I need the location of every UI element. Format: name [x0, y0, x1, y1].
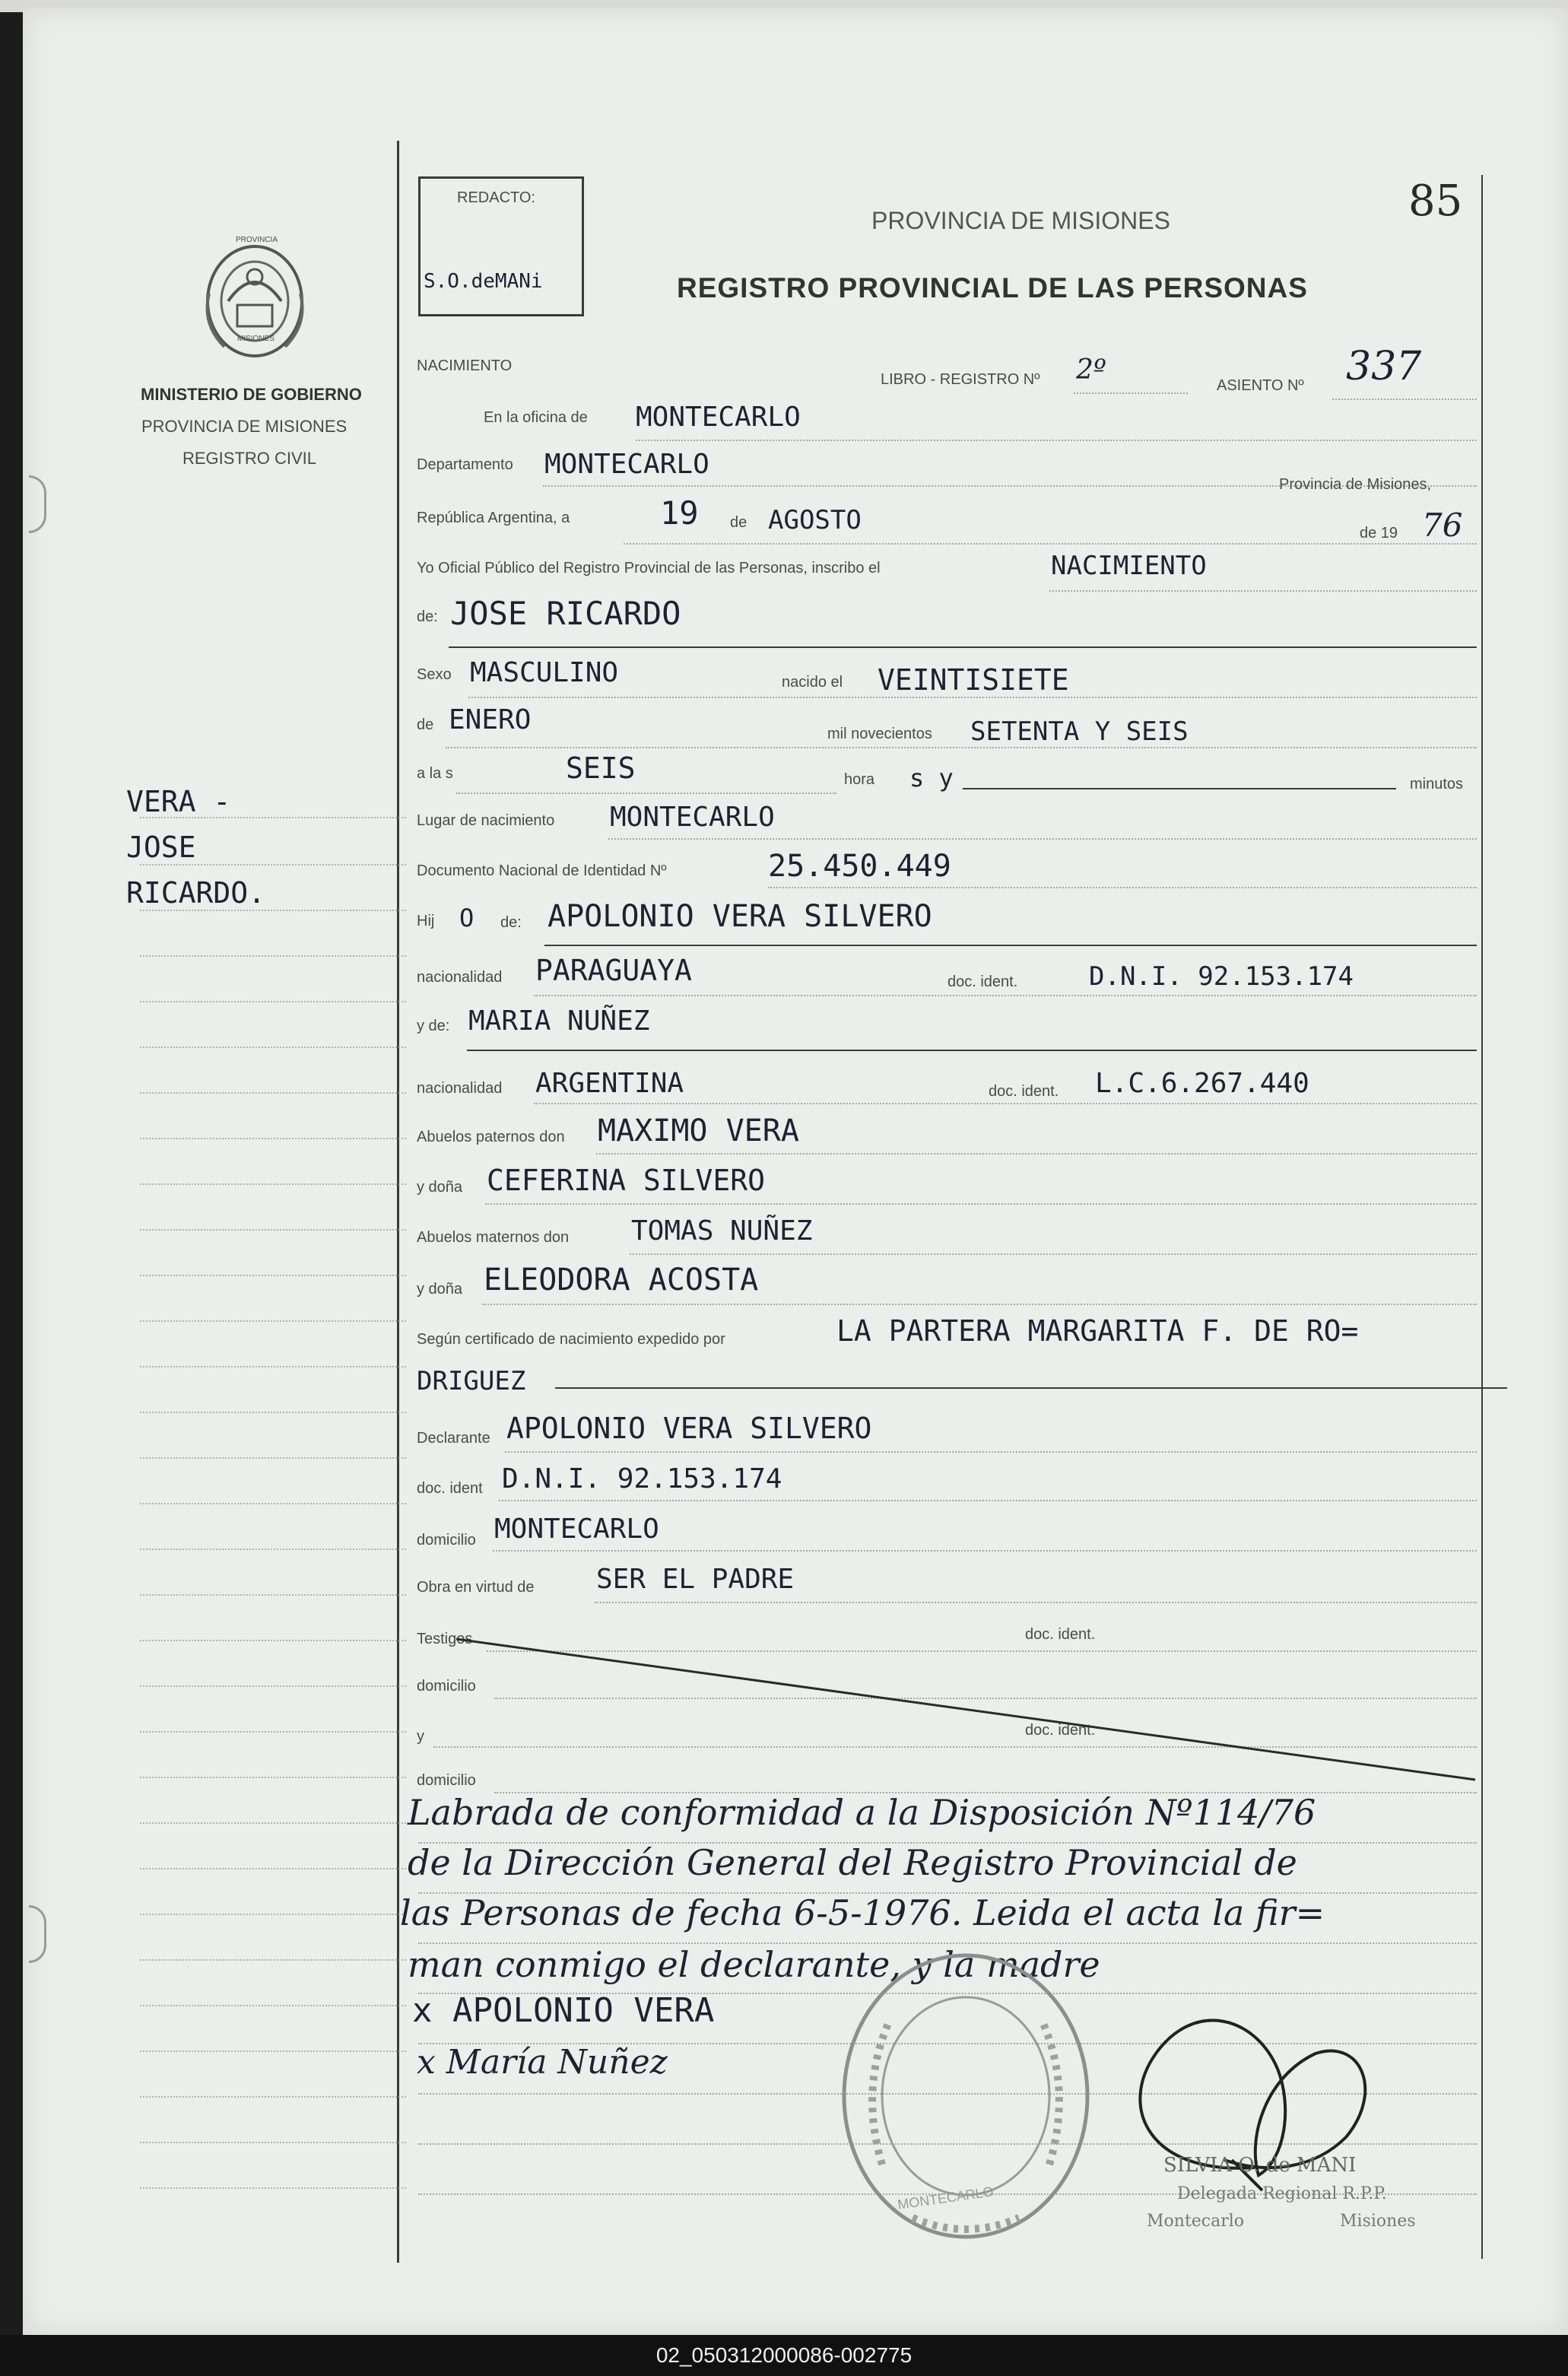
note-line-3: las Personas de fecha 6-5-1976. Leida el acta la fir=: [400, 1892, 1325, 1933]
line: [636, 440, 1477, 441]
mes-nac-value: ENERO: [449, 704, 532, 735]
line: [446, 747, 1477, 748]
margin-first-name: JOSE: [126, 831, 196, 864]
asiento-value: 337: [1346, 344, 1422, 389]
madre-doc-value: L.C.6.267.440: [1095, 1068, 1309, 1099]
margin-line: [140, 1959, 406, 1961]
line: [1049, 590, 1477, 592]
margin-line: [140, 1275, 406, 1276]
lugar-value: MONTECARLO: [610, 802, 775, 833]
line: [596, 1153, 1477, 1155]
margin-surname: VERA -: [126, 785, 231, 818]
line: [468, 697, 1477, 698]
footer-id: 02_050312000086-002775: [0, 2335, 1568, 2376]
libro-value: 2º: [1076, 354, 1106, 386]
line: [963, 788, 1396, 789]
margin-line: [140, 2096, 406, 2098]
declarante-value: APOLONIO VERA SILVERO: [506, 1412, 872, 1445]
lugar-label: Lugar de nacimiento: [417, 812, 555, 829]
decl-doc-value: D.N.I. 92.153.174: [502, 1463, 782, 1495]
ministry-registry: REGISTRO CIVIL: [183, 449, 317, 468]
hijo-label: Hij: [417, 913, 435, 929]
padre-doc-value: D.N.I. 92.153.174: [1089, 961, 1354, 992]
line: [595, 1602, 1477, 1603]
sexo-value: MASCULINO: [470, 657, 619, 688]
document-page: [23, 8, 1568, 2335]
line: [449, 646, 1477, 648]
seal-text-bottom: MISIONES: [237, 335, 275, 343]
domicilio-value: MONTECARLO: [494, 1514, 659, 1545]
margin-line: [140, 1183, 406, 1185]
anio-label: de 19: [1360, 525, 1398, 542]
line: [534, 1103, 1477, 1104]
margin-line: [140, 1366, 406, 1367]
declarante-label: Declarante: [417, 1430, 490, 1447]
line: [499, 1500, 1477, 1501]
alas-label: a la s: [417, 765, 453, 782]
doc-ident2-label: doc. ident.: [989, 1083, 1059, 1100]
yde-label: y de:: [417, 1018, 450, 1034]
margin-line: [140, 2050, 406, 2052]
line: [467, 1050, 1477, 1051]
binding-stitch: [29, 475, 46, 533]
ydona-label: y doña: [417, 1179, 463, 1196]
note-line-1: Labrada de conformidad a la Disposición Nº114/76: [408, 1792, 1316, 1833]
departamento-label: Departamento: [417, 456, 513, 473]
signature-madre: x María Nuñez: [417, 2043, 668, 2082]
abuela-paterna-value: CEFERINA SILVERO: [487, 1164, 766, 1197]
line: [555, 1387, 1507, 1389]
note-line-2: de la Dirección General del Registro Provincial de: [408, 1842, 1297, 1883]
de2-label: de:: [417, 608, 438, 625]
line: [456, 793, 836, 794]
departamento-value: MONTECARLO: [544, 449, 709, 480]
hora-value: SEIS: [566, 751, 636, 785]
oficina-value: MONTECARLO: [636, 402, 801, 433]
line: [505, 1451, 1477, 1453]
margin-line: [140, 1503, 406, 1504]
margin-line: [140, 1412, 406, 1413]
ydona2-label: y doña: [417, 1281, 463, 1298]
redacto-label: REDACTO:: [457, 189, 535, 206]
ministry-province: PROVINCIA DE MISIONES: [141, 417, 348, 436]
obra-label: Obra en virtud de: [417, 1579, 535, 1596]
line: [608, 838, 1477, 840]
republica-label: República Argentina, a: [417, 510, 570, 526]
form-left-border: [397, 141, 399, 2263]
line: [493, 1550, 1477, 1552]
registry-heading: REGISTRO PROVINCIAL DE LAS PERSONAS: [677, 272, 1308, 303]
note-line-4: man conmigo el declarante, y la madre: [408, 1944, 1100, 1985]
margin-line: [140, 1001, 406, 1002]
doc-ident-label: doc. ident.: [947, 974, 1018, 990]
official-place-right: Misiones: [1340, 2212, 1416, 2231]
official-name: SILVIA O. de MANI: [1163, 2154, 1357, 2177]
margin-line: [140, 1868, 406, 1869]
margin-line: [140, 1549, 406, 1550]
acto-value: NACIMIENTO: [1051, 551, 1207, 581]
y-label: y: [417, 1728, 424, 1745]
margin-line: [140, 1047, 406, 1048]
asiento-label: ASIENTO Nº: [1217, 377, 1304, 394]
nacido-value: VEINTISIETE: [878, 663, 1069, 697]
hijo-suffix: O: [459, 904, 475, 932]
margin-second-name: RICARDO.: [126, 876, 266, 910]
provincia-label: Provincia de Misiones,: [1279, 476, 1432, 493]
cancel-strike-line: [449, 1628, 1483, 1795]
line: [630, 1253, 1477, 1255]
domicilio-label: domicilio: [417, 1532, 476, 1549]
minutos-label: minutos: [1410, 776, 1464, 793]
seal-text-top: PROVINCIA: [236, 236, 278, 244]
de3-label: de: [417, 716, 434, 733]
dia-value: 19: [660, 494, 699, 532]
signature-declarante: x APOLONIO VERA: [412, 1991, 715, 2030]
hora-extra: s y: [909, 764, 954, 793]
line: [482, 1304, 1477, 1305]
nacimiento-label: NACIMIENTO: [417, 357, 513, 374]
sexo-label: Sexo: [417, 666, 452, 683]
anio-value: 76: [1422, 507, 1463, 544]
line: [544, 945, 1477, 946]
hora-label: hora: [844, 771, 875, 788]
line: [1332, 399, 1477, 400]
official-stamp-icon: [829, 1936, 1103, 2256]
libro-label: LIBRO - REGISTRO Nº: [881, 371, 1040, 388]
mil-value: SETENTA Y SEIS: [970, 716, 1189, 747]
margin-line: [140, 1822, 406, 1824]
margin-line: [140, 1320, 406, 1322]
redacto-value: S.O.deMANi: [424, 270, 543, 293]
testigos-doc-label: doc. ident.: [1025, 1626, 1096, 1643]
province-heading: PROVINCIA DE MISIONES: [871, 207, 1170, 234]
madre-nacionalidad: ARGENTINA: [535, 1068, 684, 1099]
testigos-label: Testigos: [417, 1631, 473, 1647]
line: [534, 995, 1477, 996]
segun-label: Según certificado de nacimiento expedido por: [417, 1331, 725, 1348]
padre-value: APOLONIO VERA SILVERO: [548, 899, 932, 934]
dni-value: 25.450.449: [768, 849, 951, 884]
abuelo-paterno-value: MAXIMO VERA: [598, 1113, 799, 1148]
stamp-center-text: MONTECARLO: [897, 2184, 995, 2212]
obra-value: SER EL PADRE: [596, 1564, 795, 1595]
decl-doc-label: doc. ident: [417, 1480, 483, 1497]
margin-line: [140, 1457, 406, 1459]
margin-line: [140, 1731, 406, 1733]
margin-line: [140, 2187, 406, 2189]
oficina-label: En la oficina de: [484, 409, 588, 426]
margin-line: [140, 2142, 406, 2143]
mes-value: AGOSTO: [768, 505, 862, 535]
line: [624, 543, 1477, 545]
abuelos-maternos-label: Abuelos maternos don: [417, 1229, 570, 1246]
de-label: de: [730, 514, 747, 531]
official-title: Delegada Regional R.P.P.: [1177, 2184, 1387, 2203]
margin-line: [140, 817, 406, 818]
line: [485, 1203, 1477, 1205]
margin-line: [140, 910, 406, 911]
margin-line: [140, 1594, 406, 1596]
margin-line: [140, 1092, 406, 1094]
abuelo-materno-value: TOMAS NUÑEZ: [631, 1215, 813, 1247]
nacionalidad-label: nacionalidad: [417, 969, 503, 986]
domicilio2-label: domicilio: [417, 1678, 476, 1695]
abuelos-paternos-label: Abuelos paternos don: [417, 1129, 565, 1145]
redacto-box: [418, 176, 584, 316]
nombre-value: JOSE RICARDO: [450, 595, 681, 632]
line: [1074, 392, 1188, 394]
margin-line: [140, 1777, 406, 1778]
domicilio3-label: domicilio: [417, 1772, 476, 1789]
binding-stitch: [29, 1905, 46, 1963]
padre-nacionalidad: PARAGUAYA: [535, 954, 692, 987]
testigo2-doc-label: doc. ident.: [1025, 1722, 1096, 1739]
mil-label: mil novecientos: [827, 726, 932, 742]
page-number: 85: [1408, 176, 1463, 226]
segun-value-2: DRIGUEZ: [417, 1366, 526, 1396]
abuela-materna-value: ELEODORA ACOSTA: [484, 1263, 759, 1298]
margin-line: [140, 1640, 406, 1641]
madre-value: MARIA NUÑEZ: [468, 1005, 650, 1037]
form-right-border: [1481, 175, 1483, 2259]
margin-line: [140, 2005, 406, 2006]
margin-line: [140, 1914, 406, 1915]
margin-line: [140, 1138, 406, 1139]
margin-line: [140, 955, 406, 957]
margin-line: [140, 1685, 406, 1687]
official-place-left: Montecarlo: [1147, 2212, 1245, 2231]
margin-line: [140, 864, 406, 866]
yo-oficial-label: Yo Oficial Público del Registro Provincial de las Personas, inscribo el: [417, 560, 881, 577]
ministry-title: MINISTERIO DE GOBIERNO: [141, 385, 362, 404]
nacido-label: nacido el: [782, 674, 843, 691]
dni-label: Documento Nacional de Identidad Nº: [417, 862, 667, 879]
hijo-de-label: de:: [500, 914, 522, 931]
margin-line: [140, 1229, 406, 1231]
line: [768, 887, 1477, 888]
segun-value: LA PARTERA MARGARITA F. DE RO=: [836, 1314, 1359, 1348]
nacionalidad2-label: nacionalidad: [417, 1080, 503, 1097]
